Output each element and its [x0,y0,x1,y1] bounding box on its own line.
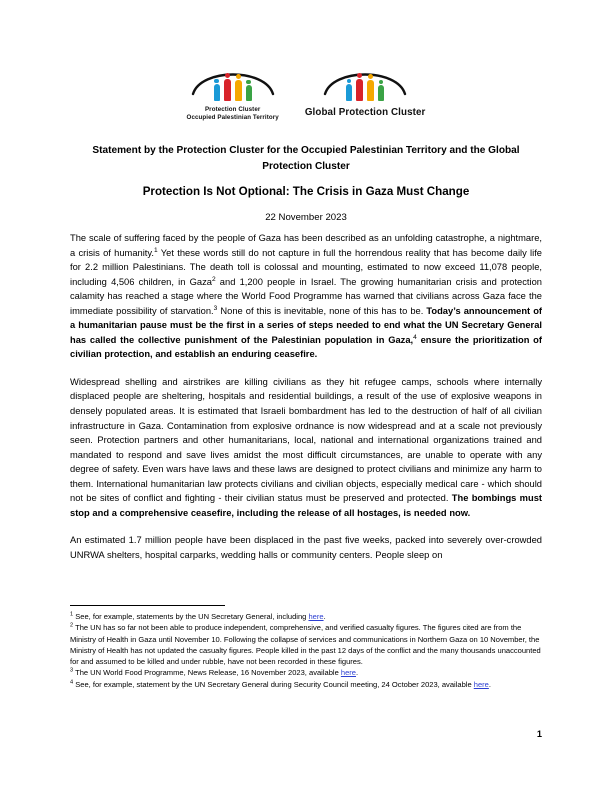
p2-bold: The bombings must stop and a comprehensive ceasefire, including the release of all hostages, is needed now. [70,493,542,518]
p3-text: An estimated 1.7 million people have been displaced in the past five weeks, packed into severely over-crowded UNRWA shelters, hospital carparks, wedding halls or community centers. People sleep on [70,535,542,560]
footnote-ref-2[interactable]: 2 [211,275,216,283]
p2-text: Widespread shelling and airstrikes are killing civilians as they hit refugee camps, schools where internally displaced people are sheltering, hospitals and residential buildings, a result of the use of explosive weapons in densely populated areas. It is estimated that Israeli bombardment has led to the destruction of half of all civilian infrastructure in Gaza. Contamination from explosive ordnance is now widespread and at a scale not previously seen. Protection partners and other humanitarians, local, national and international organizations trained and mandated to respond and save lives amidst the most difficult circumstances, are unable to operate with any degree of safety. Even wars have laws and these laws are designed to protect civilians and minimize any harm to them. International humanitarian law protects civilians and civilian objects, especially medical care - which should not be sites of conflict and fighting - their civilian status must be preserved and protected. [70,376,542,504]
footnote-3-marker: 3 [70,667,74,674]
footnote-4-link[interactable]: here [473,679,489,689]
footnote-2-marker: 2 [70,622,74,629]
footnote-3 [70,667,542,678]
footnote-2-text-before: The UN has so far not been able to produce independent, comprehensive, and verified casualty figures. The figures cited are from the Ministry of Health in Gaza until November 10. Following the collapse of services and communications in Northern Gaza on 10 November, the Ministry of Health has not updated the casualty figures. People killed in the past 12 days of the conflict and the many thousands unaccounted for and assumed to be killed and under rubble, have not been recorded in these figures. [70,623,541,667]
footnote-2 [70,622,542,667]
footnote-4-text-after: . [488,679,491,689]
logo-band [0,62,612,122]
protection-cluster-logo-icon [187,62,279,102]
p1-part-b: Yet these words still do not capture in full the horrendous reality that has become daily life for 2.2 million Palestinians. The death toll is colossal and mounting, estimated to now exceed 11,078 people, including 4,506 children, in Gaza [70,247,543,287]
p1-bold-b: ensure the prioritization of civilian protection, and establish an enduring ceasefire. [70,334,543,360]
paragraph-1 [70,231,542,362]
footnote-1-link[interactable]: here [308,612,324,621]
footnote-4 [70,679,542,690]
footnote-4-marker: 4 [70,679,74,686]
figure-yellow-icon [367,74,374,101]
logo-caption-line2: Occupied Palestinian Territory [186,114,279,121]
p1-bold-a: Today’s announcement of a humanitarian pause must be the first in a series of steps needed to end what the UN Secretary General has called the collective punishment of the Palestinian population in Gaza, [70,305,543,345]
page-number: 1 [536,729,542,739]
footnote-3-link[interactable]: here [340,668,356,678]
footnotes-section [70,611,542,690]
footnote-ref-3[interactable]: 3 [213,304,218,312]
p1-part-a: The scale of suffering faced by the people of Gaza has been described as an unfolding catastrophe, a nightmare, a crisis of humanity. [70,233,542,258]
logo-global-protection-cluster [305,62,426,118]
logo-caption-global-protection-cluster: Global Protection Cluster [304,107,426,118]
logo-protection-cluster-opt [187,62,279,122]
footnote-3-text-after: . [356,668,359,678]
footnote-1-text-after: . [323,612,326,621]
footnote-ref-4[interactable]: 4 [413,333,417,341]
document-title: Statement by the Protection Cluster for the Occupied Palestinian Territory and the Global Protection Cluster [92,145,520,172]
document-subtitle: Protection Is Not Optional: The Crisis in Gaza Must Change [142,185,470,198]
footnote-4-text-before: See, for example, statement by the UN Secretary General during Security Council meeting, 24 October 2023, available [73,679,474,689]
paragraph-3 [70,533,542,562]
figure-red-icon [356,73,363,101]
logo-caption-protection-cluster [187,106,279,122]
footnote-3-text-before: The UN World Food Programme, News Release, 16 November 2023, available [73,668,341,678]
figure-yellow-icon [235,74,242,101]
figure-blue-icon [214,79,220,102]
figure-blue-icon [346,79,352,102]
footnote-1-text-before: See, for example, statements by the UN Secretary General, including [73,612,309,621]
figure-green-icon [246,80,252,102]
p1-part-c: and 1,200 people in Israel. The growing humanitarian crisis and protection calamity has reached a stage where the World Food Programme has warned that civilians across Gaza face the immediate possibility of starvation. [70,276,542,316]
paragraph-2 [70,375,542,520]
figure-red-icon [224,73,231,101]
document-body [70,231,542,575]
global-protection-cluster-logo-icon [319,62,411,102]
footnote-ref-1[interactable]: 1 [153,246,158,254]
footnote-separator-rule [70,605,225,606]
figure-green-icon [378,80,384,102]
logo-caption-line1: Protection Cluster [204,106,261,113]
document-date: 22 November 2023 [265,212,347,223]
p1-part-d: None of this is inevitable, none of this has to be. [217,305,427,316]
footnote-1 [70,611,542,622]
footnote-1-marker: 1 [70,611,74,618]
